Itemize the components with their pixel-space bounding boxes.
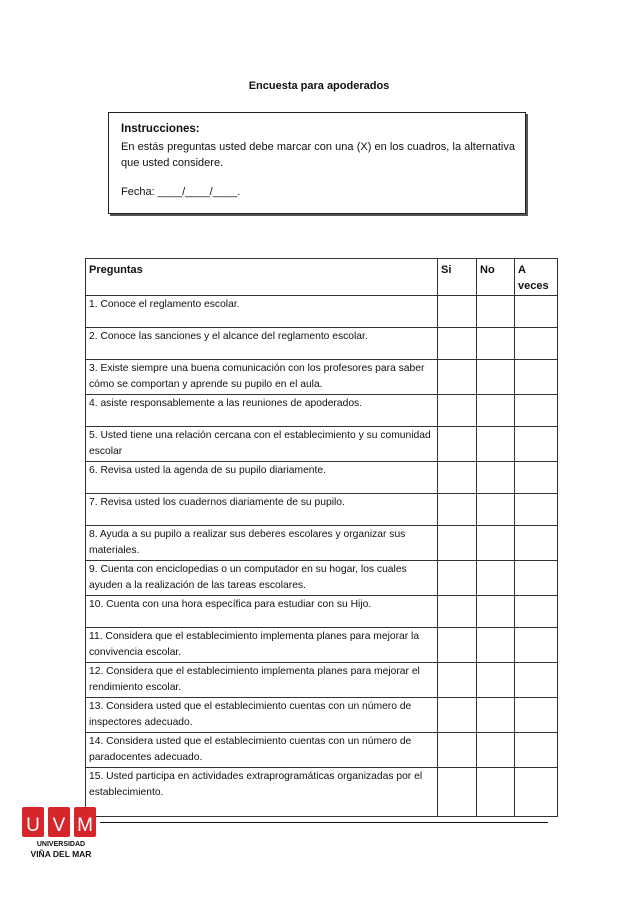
answer-box-a-veces[interactable] bbox=[515, 462, 558, 494]
question-text: 4. asiste responsablemente a las reuniones de apoderados. bbox=[86, 395, 438, 427]
answer-box-no[interactable] bbox=[477, 360, 515, 395]
answer-box-no[interactable] bbox=[477, 328, 515, 360]
answer-box-si[interactable] bbox=[438, 494, 477, 526]
answer-box-si[interactable] bbox=[438, 663, 477, 698]
instructions-heading: Instrucciones: bbox=[121, 123, 200, 135]
answer-box-a-veces[interactable] bbox=[515, 628, 558, 663]
answer-box-no[interactable] bbox=[477, 768, 515, 817]
answer-box-a-veces[interactable] bbox=[515, 698, 558, 733]
answer-box-no[interactable] bbox=[477, 663, 515, 698]
footer-line bbox=[100, 822, 548, 823]
question-text: 10. Cuenta con una hora específica para estudiar con su Hijo. bbox=[86, 596, 438, 628]
answer-box-a-veces[interactable] bbox=[515, 328, 558, 360]
table-row bbox=[86, 427, 558, 462]
answer-box-si[interactable] bbox=[438, 360, 477, 395]
answer-box-a-veces[interactable] bbox=[515, 427, 558, 462]
table-row bbox=[86, 561, 558, 596]
logo-letter-v: V bbox=[52, 815, 66, 836]
question-text: 15. Usted participa en actividades extraprogramáticas organizadas por el establecimiento. bbox=[86, 768, 438, 817]
table-row bbox=[86, 628, 558, 663]
instructions-body: En estás preguntas usted debe marcar con una (X) en los cuadros, la alternativa que usted considere. bbox=[121, 141, 515, 169]
question-text: 8. Ayuda a su pupilo a realizar sus deberes escolares y organizar sus materiales. bbox=[86, 526, 438, 561]
table-row bbox=[86, 494, 558, 526]
logo-line-1: UNIVERSIDAD bbox=[36, 841, 86, 848]
table-row bbox=[86, 360, 558, 395]
answer-box-no[interactable] bbox=[477, 596, 515, 628]
logo-letter-u: U bbox=[26, 815, 40, 836]
answer-box-a-veces[interactable] bbox=[515, 494, 558, 526]
question-text: 6. Revisa usted la agenda de su pupilo diariamente. bbox=[86, 462, 438, 494]
answer-box-no[interactable] bbox=[477, 526, 515, 561]
table-row bbox=[86, 462, 558, 494]
logo-letter-m: M bbox=[77, 815, 93, 836]
question-text: 3. Existe siempre una buena comunicación con los profesores para saber cómo se comportan y aprende su pupilo en el aula. bbox=[86, 360, 438, 395]
column-header-si: Si bbox=[438, 259, 477, 296]
answer-box-si[interactable] bbox=[438, 427, 477, 462]
answer-box-si[interactable] bbox=[438, 462, 477, 494]
answer-box-no[interactable] bbox=[477, 296, 515, 328]
answer-box-no[interactable] bbox=[477, 395, 515, 427]
survey-table bbox=[85, 258, 558, 817]
question-text: 9. Cuenta con enciclopedias o un computador en su hogar, los cuales ayuden a la realización de las tareas escolares. bbox=[86, 561, 438, 596]
answer-box-a-veces[interactable] bbox=[515, 596, 558, 628]
question-text: 1. Conoce el reglamento escolar. bbox=[86, 296, 438, 328]
table-row bbox=[86, 328, 558, 360]
question-text: 11. Considera que el establecimiento implementa planes para mejorar la convivencia escolar. bbox=[86, 628, 438, 663]
answer-box-si[interactable] bbox=[438, 526, 477, 561]
table-row bbox=[86, 296, 558, 328]
logo-caption bbox=[18, 841, 104, 858]
question-text: 12. Considera que el establecimiento implementa planes para mejorar el rendimiento escolar. bbox=[86, 663, 438, 698]
table-left-edge bbox=[85, 770, 86, 782]
table-row bbox=[86, 733, 558, 768]
table-row bbox=[86, 596, 558, 628]
answer-box-no[interactable] bbox=[477, 628, 515, 663]
uvm-logo bbox=[20, 806, 100, 872]
answer-box-si[interactable] bbox=[438, 768, 477, 817]
answer-box-a-veces[interactable] bbox=[515, 733, 558, 768]
answer-box-si[interactable] bbox=[438, 561, 477, 596]
answer-box-a-veces[interactable] bbox=[515, 395, 558, 427]
table-row bbox=[86, 663, 558, 698]
answer-box-si[interactable] bbox=[438, 395, 477, 427]
table-row bbox=[86, 395, 558, 427]
answer-box-a-veces[interactable] bbox=[515, 360, 558, 395]
answer-box-a-veces[interactable] bbox=[515, 768, 558, 817]
answer-box-no[interactable] bbox=[477, 494, 515, 526]
question-text: 7. Revisa usted los cuadernos diariamente de su pupilo. bbox=[86, 494, 438, 526]
instructions-box bbox=[108, 112, 526, 214]
column-header-questions: Preguntas bbox=[86, 259, 438, 296]
answer-box-si[interactable] bbox=[438, 328, 477, 360]
answer-box-si[interactable] bbox=[438, 698, 477, 733]
date-field[interactable]: Fecha: ____/____/____. bbox=[121, 186, 241, 198]
answer-box-a-veces[interactable] bbox=[515, 561, 558, 596]
answer-box-si[interactable] bbox=[438, 596, 477, 628]
answer-box-si[interactable] bbox=[438, 628, 477, 663]
answer-box-a-veces[interactable] bbox=[515, 526, 558, 561]
answer-box-si[interactable] bbox=[438, 296, 477, 328]
table-row bbox=[86, 526, 558, 561]
page-title: Encuesta para apoderados bbox=[248, 80, 390, 92]
table-row bbox=[86, 698, 558, 733]
answer-box-no[interactable] bbox=[477, 561, 515, 596]
question-text: 13. Considera usted que el establecimiento cuentas con un número de inspectores adecuado. bbox=[86, 698, 438, 733]
logo-line-2: VIÑA DEL MAR bbox=[30, 848, 92, 859]
answer-box-no[interactable] bbox=[477, 462, 515, 494]
answer-box-no[interactable] bbox=[477, 733, 515, 768]
column-header-a-veces: A veces bbox=[515, 259, 558, 296]
question-text: 14. Considera usted que el establecimiento cuentas con un número de paradocentes adecuado. bbox=[86, 733, 438, 768]
table-row bbox=[86, 768, 558, 817]
answer-box-no[interactable] bbox=[477, 427, 515, 462]
question-text: 5. Usted tiene una relación cercana con el establecimiento y su comunidad escolar bbox=[86, 427, 438, 462]
answer-box-no[interactable] bbox=[477, 698, 515, 733]
answer-box-si[interactable] bbox=[438, 733, 477, 768]
table-header-row bbox=[86, 259, 558, 296]
question-text: 2. Conoce las sanciones y el alcance del reglamento escolar. bbox=[86, 328, 438, 360]
answer-box-a-veces[interactable] bbox=[515, 663, 558, 698]
column-header-no: No bbox=[477, 259, 515, 296]
answer-box-a-veces[interactable] bbox=[515, 296, 558, 328]
